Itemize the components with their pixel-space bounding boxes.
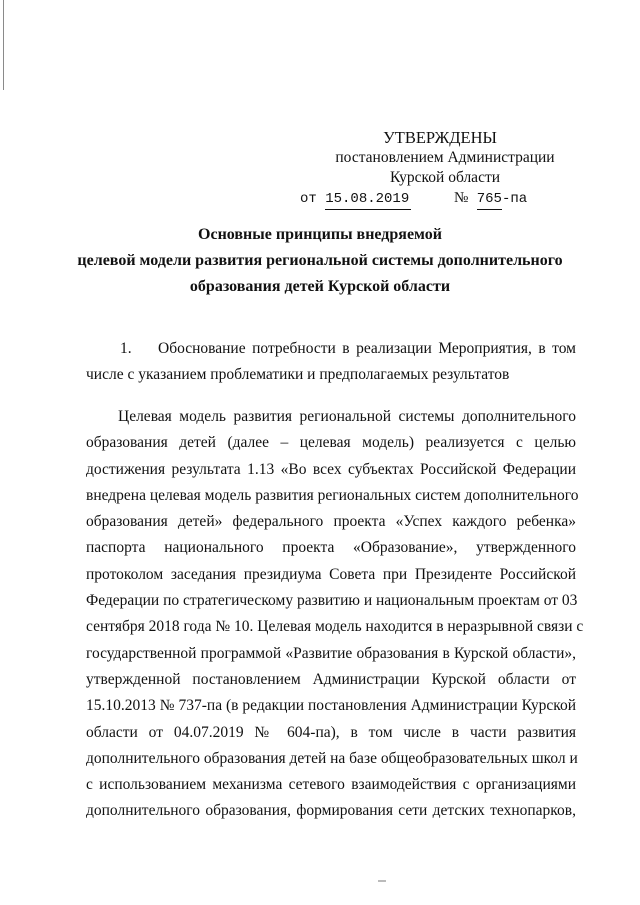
date-prefix: от: [300, 191, 317, 207]
approval-title: УТВЕРЖДЕНЫ: [383, 128, 497, 147]
approval-number: 765: [477, 189, 502, 210]
approval-date: 15.08.2019: [325, 189, 411, 210]
body-line: 15.10.2013 № 737-па (в редакции постановления Администрации Курской: [86, 697, 576, 715]
title-line-3: образования детей Курской области: [189, 278, 451, 295]
body-line: утвержденной постановлением Администрации Курской области от: [86, 670, 576, 688]
section-title-line-1: 1. Обоснование потребности в реализации Мероприятия, в том: [86, 336, 576, 362]
body-line: сентября 2018 года № 10. Целевая модель находится в неразрывной связи с: [86, 618, 584, 636]
body-line: внедрена целевая модель развития региональных систем дополнительного: [86, 486, 579, 504]
approval-line-2: Курской области: [389, 169, 501, 186]
body-line: Федерации по стратегическому развитию и национальным проектам от 03: [86, 592, 578, 610]
body-line: области от 04.07.2019 № 604-па), в том числе в части развития: [86, 723, 576, 741]
body-line: протоколом заседания президиума Совета при Президенте Российской: [86, 565, 576, 583]
approval-block: [300, 128, 600, 210]
section-number: 1.: [120, 340, 132, 357]
section-title-line-2: числе с указанием проблематики и предполагаемых результатов: [86, 366, 510, 383]
margin-line: [3, 0, 4, 90]
approval-line-1: постановлением Администрации: [335, 149, 555, 166]
body-line: достижения результата 1.13 «Во всех субъектах Российской Федерации: [86, 460, 576, 478]
body-line: образования детей» федерального проекта «Успех каждого ребенка»: [86, 513, 576, 531]
body-line: образования детей (далее – целевая модель) реализуется с целью: [86, 434, 576, 452]
number-prefix: №: [454, 190, 469, 206]
page-mark: [378, 880, 386, 882]
approval-date-line: [300, 188, 570, 210]
body-line: дополнительного образования, формирования сети детских технопарков,: [86, 802, 576, 820]
title-line-1: Основные принципы внедряемой: [198, 226, 442, 243]
body-line: паспорта национального проекта «Образование», утвержденного: [86, 539, 576, 557]
document-title: [60, 222, 580, 300]
number-suffix: -па: [501, 191, 528, 207]
body-line: Целевая модель развития региональной системы дополнительного: [118, 408, 576, 425]
body-line: с использованием механизма сетевого взаимодействия с организациями: [86, 776, 576, 794]
body-paragraph: [86, 404, 584, 825]
body-line: государственной программой «Развитие образования в Курской области»,: [86, 644, 576, 662]
section-heading: [86, 336, 576, 388]
body-line: дополнительного образования детей на базе общеобразовательных школ и: [86, 749, 578, 767]
title-line-2: целевой модели развития региональной системы дополнительного: [77, 252, 563, 269]
